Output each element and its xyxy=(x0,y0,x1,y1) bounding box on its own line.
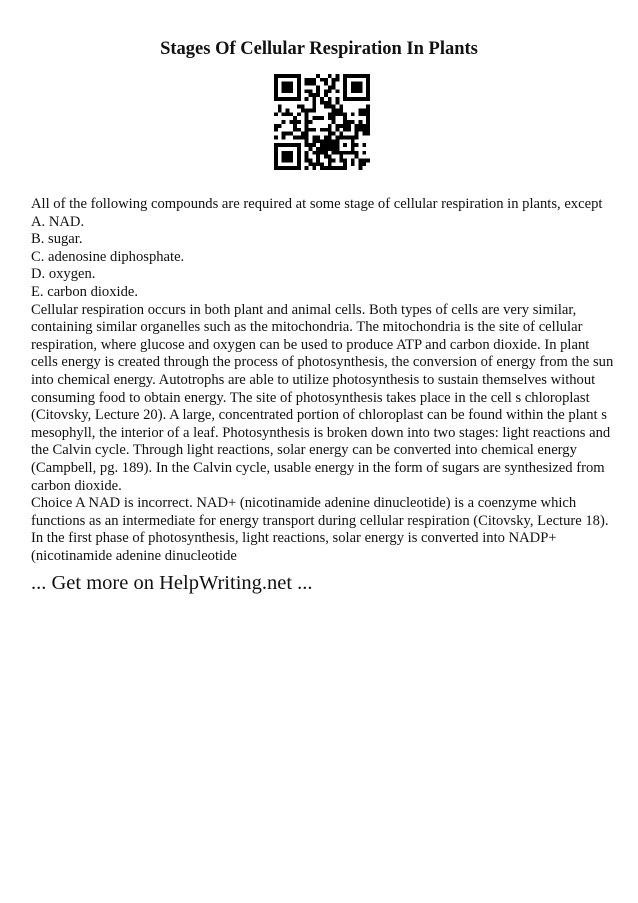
page-title: Stages Of Cellular Respiration In Plants xyxy=(160,39,478,59)
qr-code-icon xyxy=(274,74,370,170)
option-e: E. carbon dioxide. xyxy=(31,283,138,300)
document-body xyxy=(31,196,616,565)
explanation-paragraph: Cellular respiration occurs in both plant and animal cells. Both types of cells are very similar, containing similar organelles such as the mitochondria. The mitochondria is the site of cellular respiration, where glucose and oxygen can be used to produce ATP and carbon dioxide. In plant cells energy is created through the process of photosynthesis, the conversion of energy from the sun into chemical energy. Autotrophs are able to utilize photosynthesis to sustain themselves without consuming food to obtain energy. The site of photosynthesis takes place in the cell s chloroplast (Citovsky, Lecture 20). A large, concentrated portion of chloroplast can be found within the plant s mesophyll, the interior of a leaf. Photosynthesis is broken down into two stages: light reactions and the Calvin cycle. Through light reactions, solar energy can be converted into chemical energy (Campbell, pg. 189). In the Calvin cycle, usable energy in the form of sugars are synthesized from carbon dioxide. xyxy=(31,301,614,494)
question-text: All of the following compounds are required at some stage of cellular respiration in plants, except xyxy=(31,196,603,212)
option-d: D. oxygen. xyxy=(31,266,96,283)
option-c: C. adenosine diphosphate. xyxy=(31,248,185,265)
option-a: A. NAD. xyxy=(31,213,85,230)
get-more-link[interactable]: ... Get more on HelpWriting.net ... xyxy=(31,572,313,594)
answer-paragraph: Choice A NAD is incorrect. NAD+ (nicotinamide adenine dinucleotide) is a coenzyme which functions as an intermediate for energy transport during cellular respiration (Citovsky, Lecture 18). In the first phase of photosynthesis, light reactions, solar energy is converted into NADP+ (nicotinamide adenine dinucleotide xyxy=(31,495,609,564)
option-b: B. sugar. xyxy=(31,231,83,248)
